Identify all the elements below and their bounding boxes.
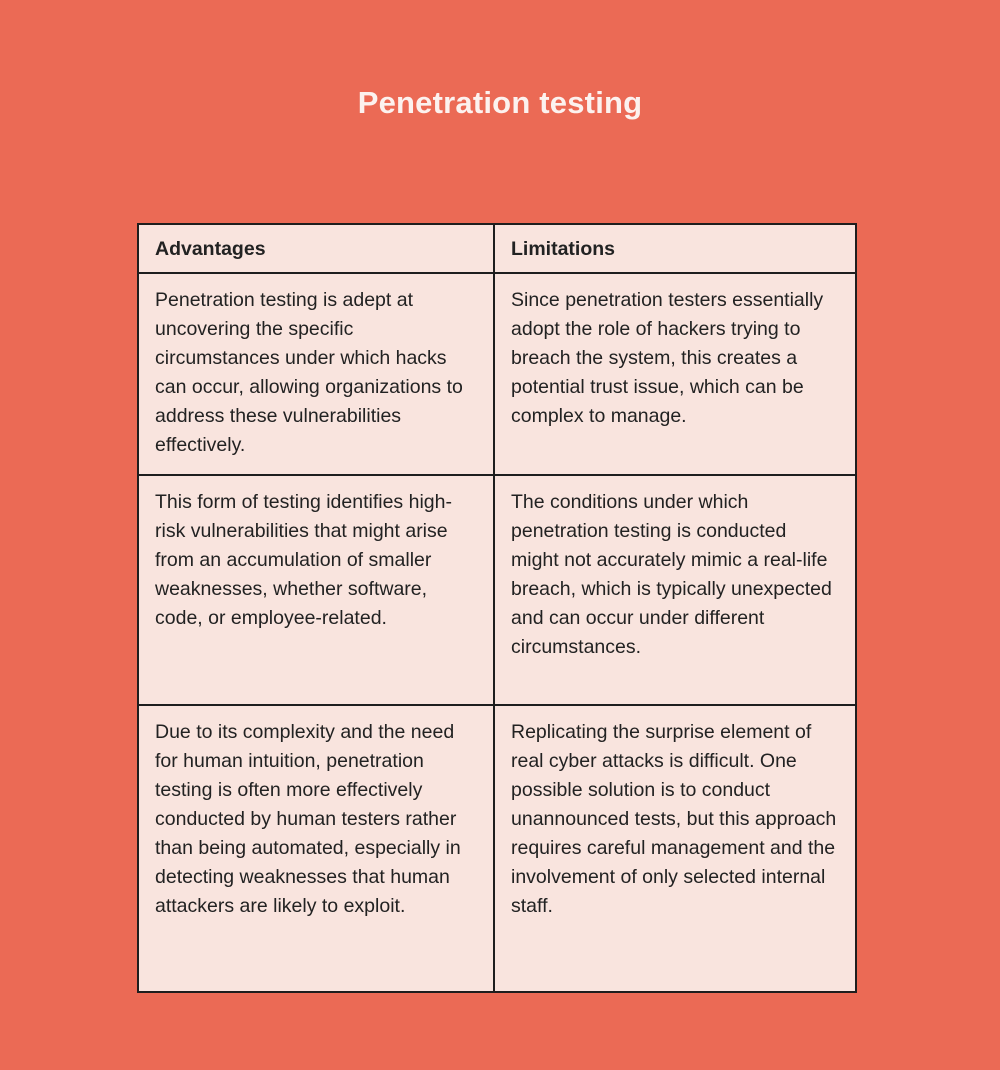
advantages-cell-3: Due to its complexity and the need for human intuition, penetration testing is often more effectively conducted by human testers rather than being automated, especially in detecting weaknesses that human attackers are likely to exploit. [138, 705, 494, 992]
limitations-cell-3: Replicating the surprise element of real cyber attacks is difficult. One possible solution is to conduct unannounced tests, but this approach requires careful management and the involvement of only selected internal staff. [494, 705, 856, 992]
page-title: Penetration testing [357, 85, 643, 120]
limitations-cell-2: The conditions under which penetration testing is conducted might not accurately mimic a real-life breach, which is typically unexpected and can occur under different circumstances. [494, 475, 856, 705]
limitations-cell-1: Since penetration testers essentially adopt the role of hackers trying to breach the system, this creates a potential trust issue, which can be complex to manage. [494, 273, 856, 475]
column-header-limitations: Limitations [494, 224, 856, 273]
advantages-cell-2: This form of testing identifies high-risk vulnerabilities that might arise from an accumulation of smaller weaknesses, whether software, code, or employee-related. [138, 475, 494, 705]
table-row [138, 273, 856, 475]
table-row [138, 475, 856, 705]
table-row [138, 705, 856, 992]
comparison-table [137, 223, 857, 993]
table-header-row [138, 224, 856, 273]
advantages-cell-1: Penetration testing is adept at uncovering the specific circumstances under which hacks can occur, allowing organizations to address these vulnerabilities effectively. [138, 273, 494, 475]
column-header-advantages: Advantages [138, 224, 494, 273]
